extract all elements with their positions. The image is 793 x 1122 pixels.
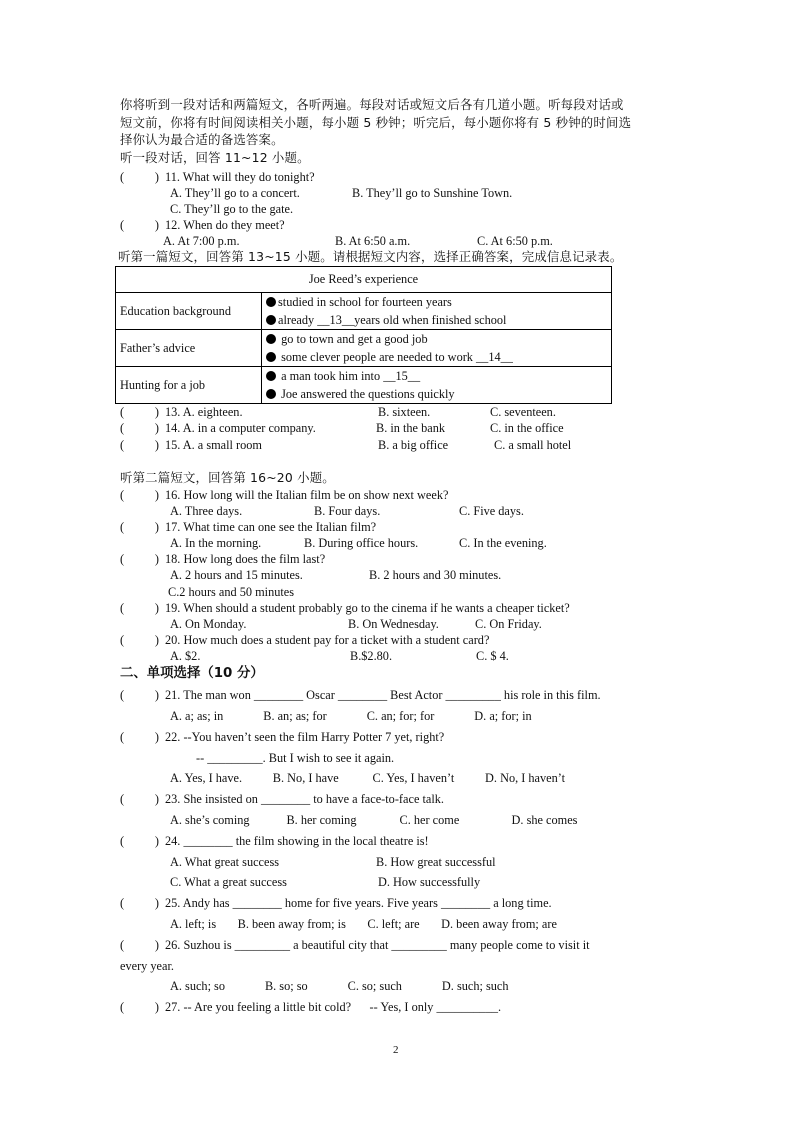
row-label-father-advice: Father’s advice <box>116 330 262 367</box>
q12-option-c: C. At 6:50 p.m. <box>477 234 553 248</box>
q14-stem: 14. A. in a computer company. <box>165 421 316 435</box>
dialog-heading: 听一段对话，回答 11~12 小题。 <box>120 150 310 165</box>
q19-option-b: B. On Wednesday. <box>348 617 439 631</box>
row-label-education: Education background <box>116 293 262 330</box>
q11-option-b: B. They’ll go to Sunshine Town. <box>352 186 513 200</box>
bullet-icon <box>266 371 276 381</box>
q17-option-b: B. During office hours. <box>304 536 419 550</box>
q24-option-d: D. How successfully <box>378 875 481 889</box>
q20-option-b: B.$2.80. <box>350 649 393 663</box>
q18-stem: 18. How long does the film last? <box>165 552 326 566</box>
q22-stem: 22. --You haven’t seen the film Harry Potter 7 yet, right? <box>165 730 445 744</box>
father-item-2: some clever people are needed to work __14__ <box>278 350 513 364</box>
q21-options: A. a; as; in B. an; as; for C. an; for; for D. a; for; in <box>170 709 532 723</box>
q22-bracket: ( ) <box>120 730 159 744</box>
q16-option-a: A. Three days. <box>170 504 243 518</box>
bullet-icon <box>266 352 276 362</box>
q21-bracket: ( ) <box>120 688 159 702</box>
q19-option-a: A. On Monday. <box>170 617 247 631</box>
q23-stem: 23. She insisted on ________ to have a face-to-face talk. <box>165 792 444 806</box>
q26-stem: 26. Suzhou is _________ a beautiful city that _________ many people come to visit it <box>165 938 590 952</box>
q17-option-c: C. In the evening. <box>459 536 547 550</box>
q20-bracket: ( ) <box>120 633 159 647</box>
q24-bracket: ( ) <box>120 834 159 848</box>
q11-stem: 11. What will they do tonight? <box>165 170 315 184</box>
education-item-2: already __13__years old when finished school <box>278 313 507 327</box>
q20-option-a: A. $2. <box>170 649 201 663</box>
passage2-heading: 听第二篇短文，回答第 16~20 小题。 <box>120 470 335 485</box>
q27-bracket: ( ) <box>120 1000 159 1014</box>
q17-bracket: ( ) <box>120 520 159 534</box>
q11-option-c: C. They’ll go to the gate. <box>170 202 294 216</box>
q16-bracket: ( ) <box>120 488 159 502</box>
q15-option-c: C. a small hotel <box>494 438 572 452</box>
page-number: 2 <box>393 1044 399 1056</box>
q20-stem: 20. How much does a student pay for a ticket with a student card? <box>165 633 490 647</box>
intro-line-3: 择你认为最合适的备选答案。 <box>120 132 284 147</box>
hunting-item-2: Joe answered the questions quickly <box>278 387 455 401</box>
q25-options: A. left; is B. been away from; is C. left; are D. been away from; are <box>170 917 557 931</box>
q14-option-b: B. in the bank <box>376 421 445 435</box>
education-item-1: studied in school for fourteen years <box>278 295 452 309</box>
hunting-item-1: a man took him into __15__ <box>278 369 421 383</box>
q24-option-c: C. What a great success <box>170 875 287 889</box>
table-title: Joe Reed’s experience <box>116 267 612 293</box>
q22-line2: -- _________. But I wish to see it again. <box>196 751 395 765</box>
q13-option-b: B. sixteen. <box>378 405 431 419</box>
info-record-table <box>115 266 612 404</box>
q16-stem: 16. How long will the Italian film be on show next week? <box>165 488 449 502</box>
q12-option-a: A. At 7:00 p.m. <box>163 234 240 248</box>
row-items-hunting <box>262 367 612 404</box>
q12-stem: 12. When do they meet? <box>165 218 285 232</box>
q11-option-a: A. They’ll go to a concert. <box>170 186 300 200</box>
q14-bracket: ( ) <box>120 421 159 435</box>
row-label-hunting: Hunting for a job <box>116 367 262 404</box>
q19-bracket: ( ) <box>120 601 159 615</box>
q24-option-a: A. What great success <box>170 855 280 869</box>
q15-stem: 15. A. a small room <box>165 438 262 452</box>
intro-line-1: 你将听到一段对话和两篇短文，各听两遍。每段对话或短文后各有几道小题。听每段对话或 <box>120 97 624 112</box>
q27-stem: 27. -- Are you feeling a little bit cold? -- Yes, I only __________. <box>165 1000 502 1014</box>
q21-stem: 21. The man won ________ Oscar ________ Best Actor _________ his role in this film. <box>165 688 601 702</box>
intro-line-2: 短文前，你将有时间阅读相关小题，每小题 5 秒钟；听完后，每小题你将有 5 秒钟的时间选 <box>120 115 632 130</box>
q25-bracket: ( ) <box>120 896 159 910</box>
q26-line2: every year. <box>120 959 174 973</box>
bullet-icon <box>266 297 276 307</box>
q12-bracket: ( ) <box>120 218 159 232</box>
q19-option-c: C. On Friday. <box>475 617 542 631</box>
bullet-icon <box>266 334 276 344</box>
q24-stem: 24. ________ the film showing in the local theatre is! <box>165 834 429 848</box>
q17-option-a: A. In the morning. <box>170 536 262 550</box>
q18-bracket: ( ) <box>120 552 159 566</box>
q23-options: A. she’s coming B. her coming C. her come D. she comes <box>170 813 578 827</box>
q15-option-b: B. a big office <box>378 438 449 452</box>
father-item-1: go to town and get a good job <box>278 332 428 346</box>
q13-stem: 13. A. eighteen. <box>165 405 243 419</box>
q13-bracket: ( ) <box>120 405 159 419</box>
q17-stem: 17. What time can one see the Italian film? <box>165 520 377 534</box>
passage1-heading: 听第一篇短文，回答第 13~15 小题。请根据短文内容，选择正确答案，完成信息记录表。 <box>118 249 623 264</box>
q13-option-c: C. seventeen. <box>490 405 556 419</box>
q20-option-c: C. $ 4. <box>476 649 509 663</box>
section2-heading: 二、单项选择（10 分） <box>120 666 264 681</box>
q12-option-b: B. At 6:50 a.m. <box>335 234 411 248</box>
q22-options: A. Yes, I have. B. No, I have C. Yes, I haven’t D. No, I haven’t <box>170 771 566 785</box>
q18-option-c: C.2 hours and 50 minutes <box>168 585 295 599</box>
bullet-icon <box>266 389 276 399</box>
bullet-icon <box>266 315 276 325</box>
q11-bracket: ( ) <box>120 170 159 184</box>
q14-option-c: C. in the office <box>490 421 564 435</box>
row-items-father-advice <box>262 330 612 367</box>
q19-stem: 19. When should a student probably go to the cinema if he wants a cheaper ticket? <box>165 601 570 615</box>
q26-bracket: ( ) <box>120 938 159 952</box>
q15-bracket: ( ) <box>120 438 159 452</box>
q24-option-b: B. How great successful <box>376 855 496 869</box>
q23-bracket: ( ) <box>120 792 159 806</box>
q18-option-a: A. 2 hours and 15 minutes. <box>170 568 303 582</box>
q16-option-b: B. Four days. <box>314 504 381 518</box>
row-items-education <box>262 293 612 330</box>
q18-option-b: B. 2 hours and 30 minutes. <box>369 568 502 582</box>
q16-option-c: C. Five days. <box>459 504 524 518</box>
q26-options: A. such; so B. so; so C. so; such D. such; such <box>170 979 509 993</box>
q25-stem: 25. Andy has ________ home for five years. Five years ________ a long time. <box>165 896 552 910</box>
